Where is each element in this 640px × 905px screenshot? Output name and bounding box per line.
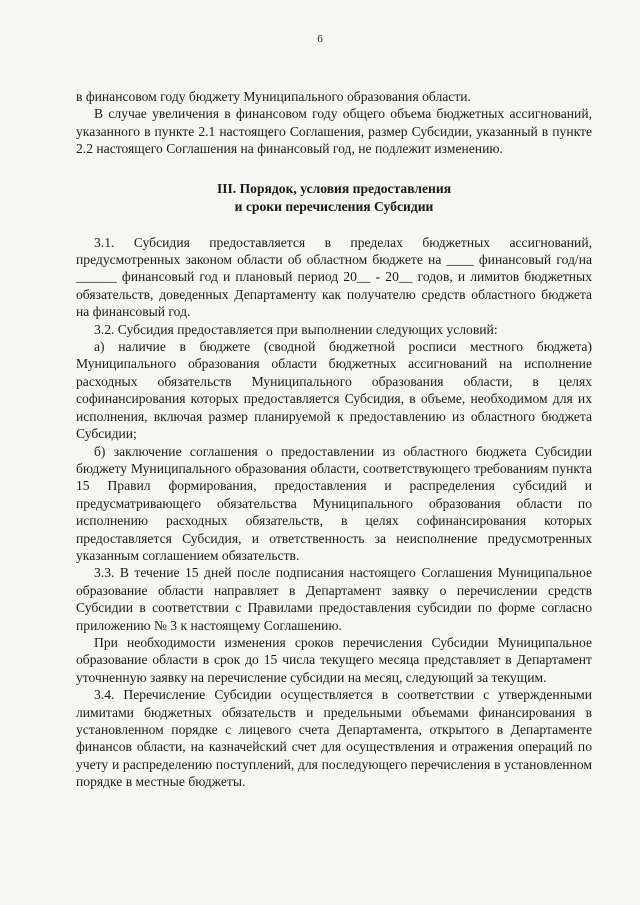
paragraph-subsidy-size: В случае увеличения в финансовом году общего объема бюджетных ассигнований, указанного в пункте 2.1 настоящего Соглашения, размер Субсидии, указанный в пункте 2.2 настоящего Соглашения на финансовый год, не подлежит изменению. xyxy=(76,106,592,157)
document-body xyxy=(76,88,592,791)
section-heading xyxy=(76,180,592,216)
paragraph-3-4: 3.4. Перечисление Субсидии осуществляется в соответствии с утвержденными лимитами бюджетных обязательств и предельными объемами финансирования в установленном порядке с лицевого счета Департамента, открытого в Департаменте финансов области, на казначейский счет для осуществления и отражения операций по учету и распределению поступлений, для последующего перечисления в установленном порядке в местные бюджеты. xyxy=(76,687,592,790)
paragraph-3-2: 3.2. Субсидия предоставляется при выполнении следующих условий: xyxy=(94,321,498,337)
paragraph-3-1: 3.1. Субсидия предоставляется в пределах бюджетных ассигнований, предусмотренных законом области об областном бюджете на ____ финансовый год/на ______ финансовый год и плановый период 20__ - 20__ годов, и лимитов бюджетных обязательств, доведенных Департаменту как получателю средств областного бюджета на финансовый год. xyxy=(76,234,592,320)
section-heading-line-2: и сроки перечисления Субсидии xyxy=(234,198,434,214)
paragraph-3-2-b: б) заключение соглашения о предоставлении из областного бюджета Субсидии бюджету Муниципального образования области, соответствующего требованиям пункта 15 Правил формирования, предоставления и распределения субсидий и предусматривающего обязательства Муниципального образования области по исполнению расходных обязательств, в целях софинансирования которых предоставляется Субсидия, и ответственность за неисполнение предусмотренных указанным соглашением обязательств. xyxy=(76,443,592,563)
paragraph-3-3: 3.3. В течение 15 дней после подписания настоящего Соглашения Муниципальное образование области направляет в Департамент заявку о перечислении средств Субсидии в соответствии с Правилами предоставления субсидии по форме согласно приложению № 3 к настоящему Соглашению. xyxy=(76,565,592,633)
paragraph-3-3-update: При необходимости изменения сроков перечисления Субсидии Муниципальное образование области в срок до 15 числа текущего месяца представляет в Департамент уточненную заявку на перечисление субсидии на месяц, следующий за текущим. xyxy=(76,634,592,685)
paragraph-3-2-a: а) наличие в бюджете (сводной бюджетной росписи местного бюджета) Муниципального образования области бюджетных ассигнований на исполнение расходных обязательств Муниципального образования области, в целях софинансирования которых предоставляется Субсидия, в объеме, необходимом для их исполнения, включая размер планируемой к предоставлению из областного бюджета Субсидии; xyxy=(76,339,592,442)
paragraph-continuation: в финансовом году бюджету Муниципального образования области. xyxy=(76,89,471,104)
section-heading-line-1: III. Порядок, условия предоставления xyxy=(216,180,452,196)
page-number: 6 xyxy=(317,33,323,45)
